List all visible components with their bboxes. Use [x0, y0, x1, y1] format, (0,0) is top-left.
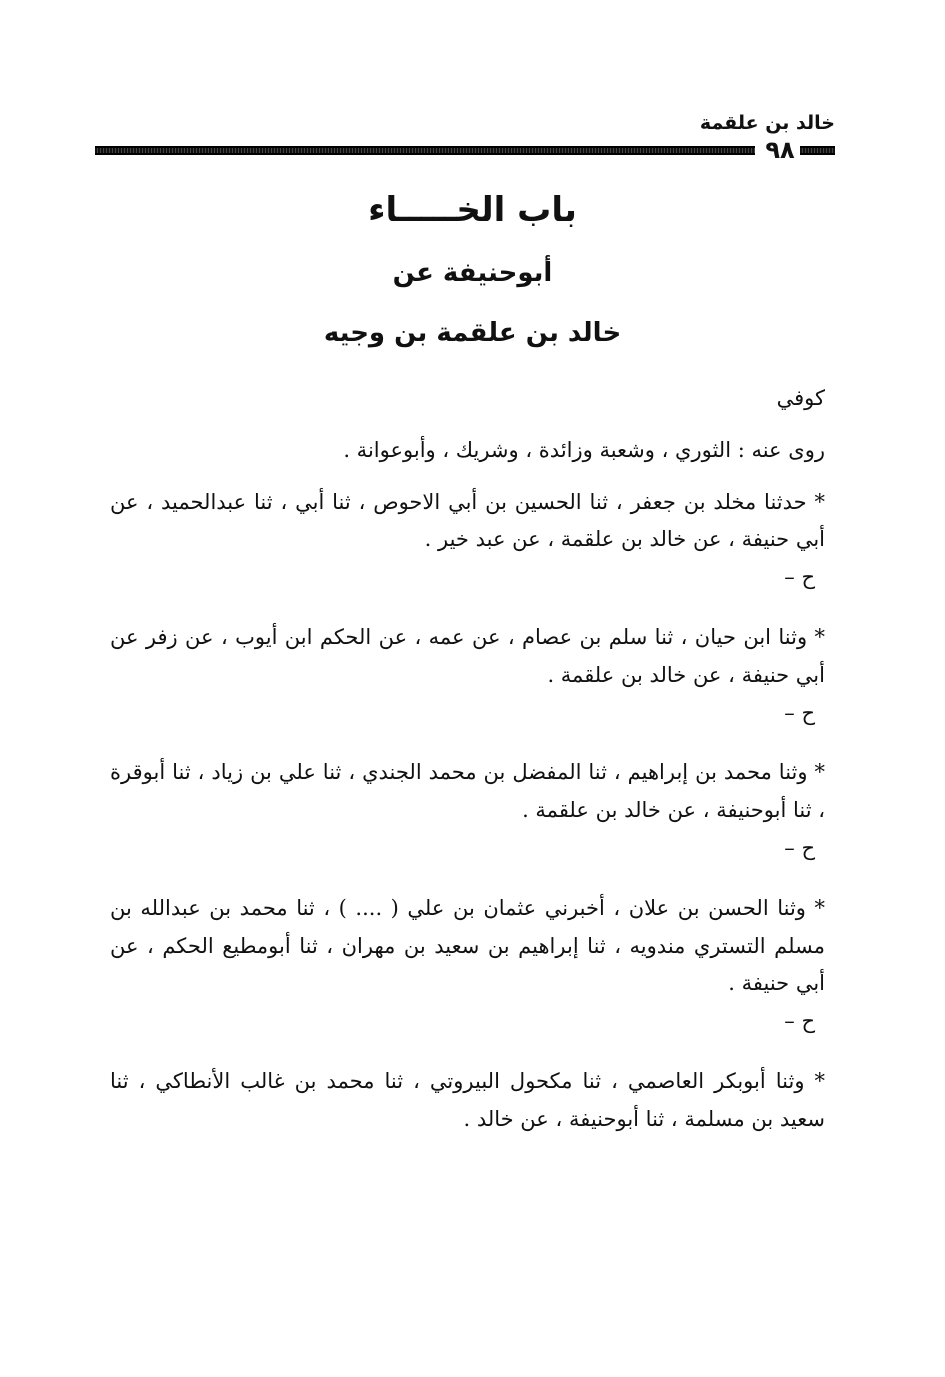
running-header [95, 112, 835, 172]
chain-paragraph: * وثنا أبوبكر العاصمي ، ثنا مكحول البيروتي ، ثنا محمد بن غالب الأنطاكي ، ثنا سعيد بن مسلمة ، ثنا أبوحنيفة ، عن خالد . [110, 1068, 825, 1131]
chapter-title: باب الخـــــاء [368, 190, 577, 230]
origin-line: كوفي [776, 386, 825, 410]
chain-paragraph: * وثنا الحسن بن علان ، أخبرني عثمان بن علي ( .... ) ، ثنا محمد بن عبدالله بن مسلم التستري مندويه ، ثنا إبراهيم بن سعيد بن مهران ، ثنا أبومطيع الحكم ، عن أبي حنيفة . [110, 895, 825, 996]
chain-paragraph: * وثنا ابن حيان ، ثنا سلم بن عصام ، عن عمه ، عن الحكم ابن أيوب ، عن زفر عن أبي حنيفة ، عن خالد بن علقمة . [110, 624, 825, 687]
body-text [110, 380, 825, 1139]
header-rule-short [800, 146, 835, 155]
transition-marker: ح – [784, 700, 815, 725]
chain-paragraph: * وثنا محمد بن إبراهيم ، ثنا المفضل بن محمد الجندي ، ثنا علي بن زياد ، ثنا أبوقرة ، ثنا أبوحنيفة ، عن خالد بن علقمة . [110, 760, 825, 823]
chain-paragraph: * حدثنا مخلد بن جعفر ، ثنا الحسين بن أبي الاحوص ، ثنا أبي ، ثنا عبدالحميد ، عن أبي حنيفة ، عن خالد بن علقمة ، عن عبد خير . [110, 489, 825, 552]
narrators-paragraph: روى عنه : الثوري ، وشعبة وزائدة ، وشريك ، وأبوعوانة . [343, 437, 825, 462]
header-title: خالد بن علقمة [699, 112, 835, 134]
section-subtitle-name: خالد بن علقمة بن وجيه [323, 318, 622, 348]
transition-marker: ح – [784, 835, 815, 860]
section-subtitle: أبوحنيفة عن [392, 258, 553, 288]
header-rule [95, 146, 755, 155]
page-number: ٩٨ [765, 136, 795, 164]
transition-marker: ح – [784, 1009, 815, 1034]
transition-marker: ح – [784, 565, 815, 590]
